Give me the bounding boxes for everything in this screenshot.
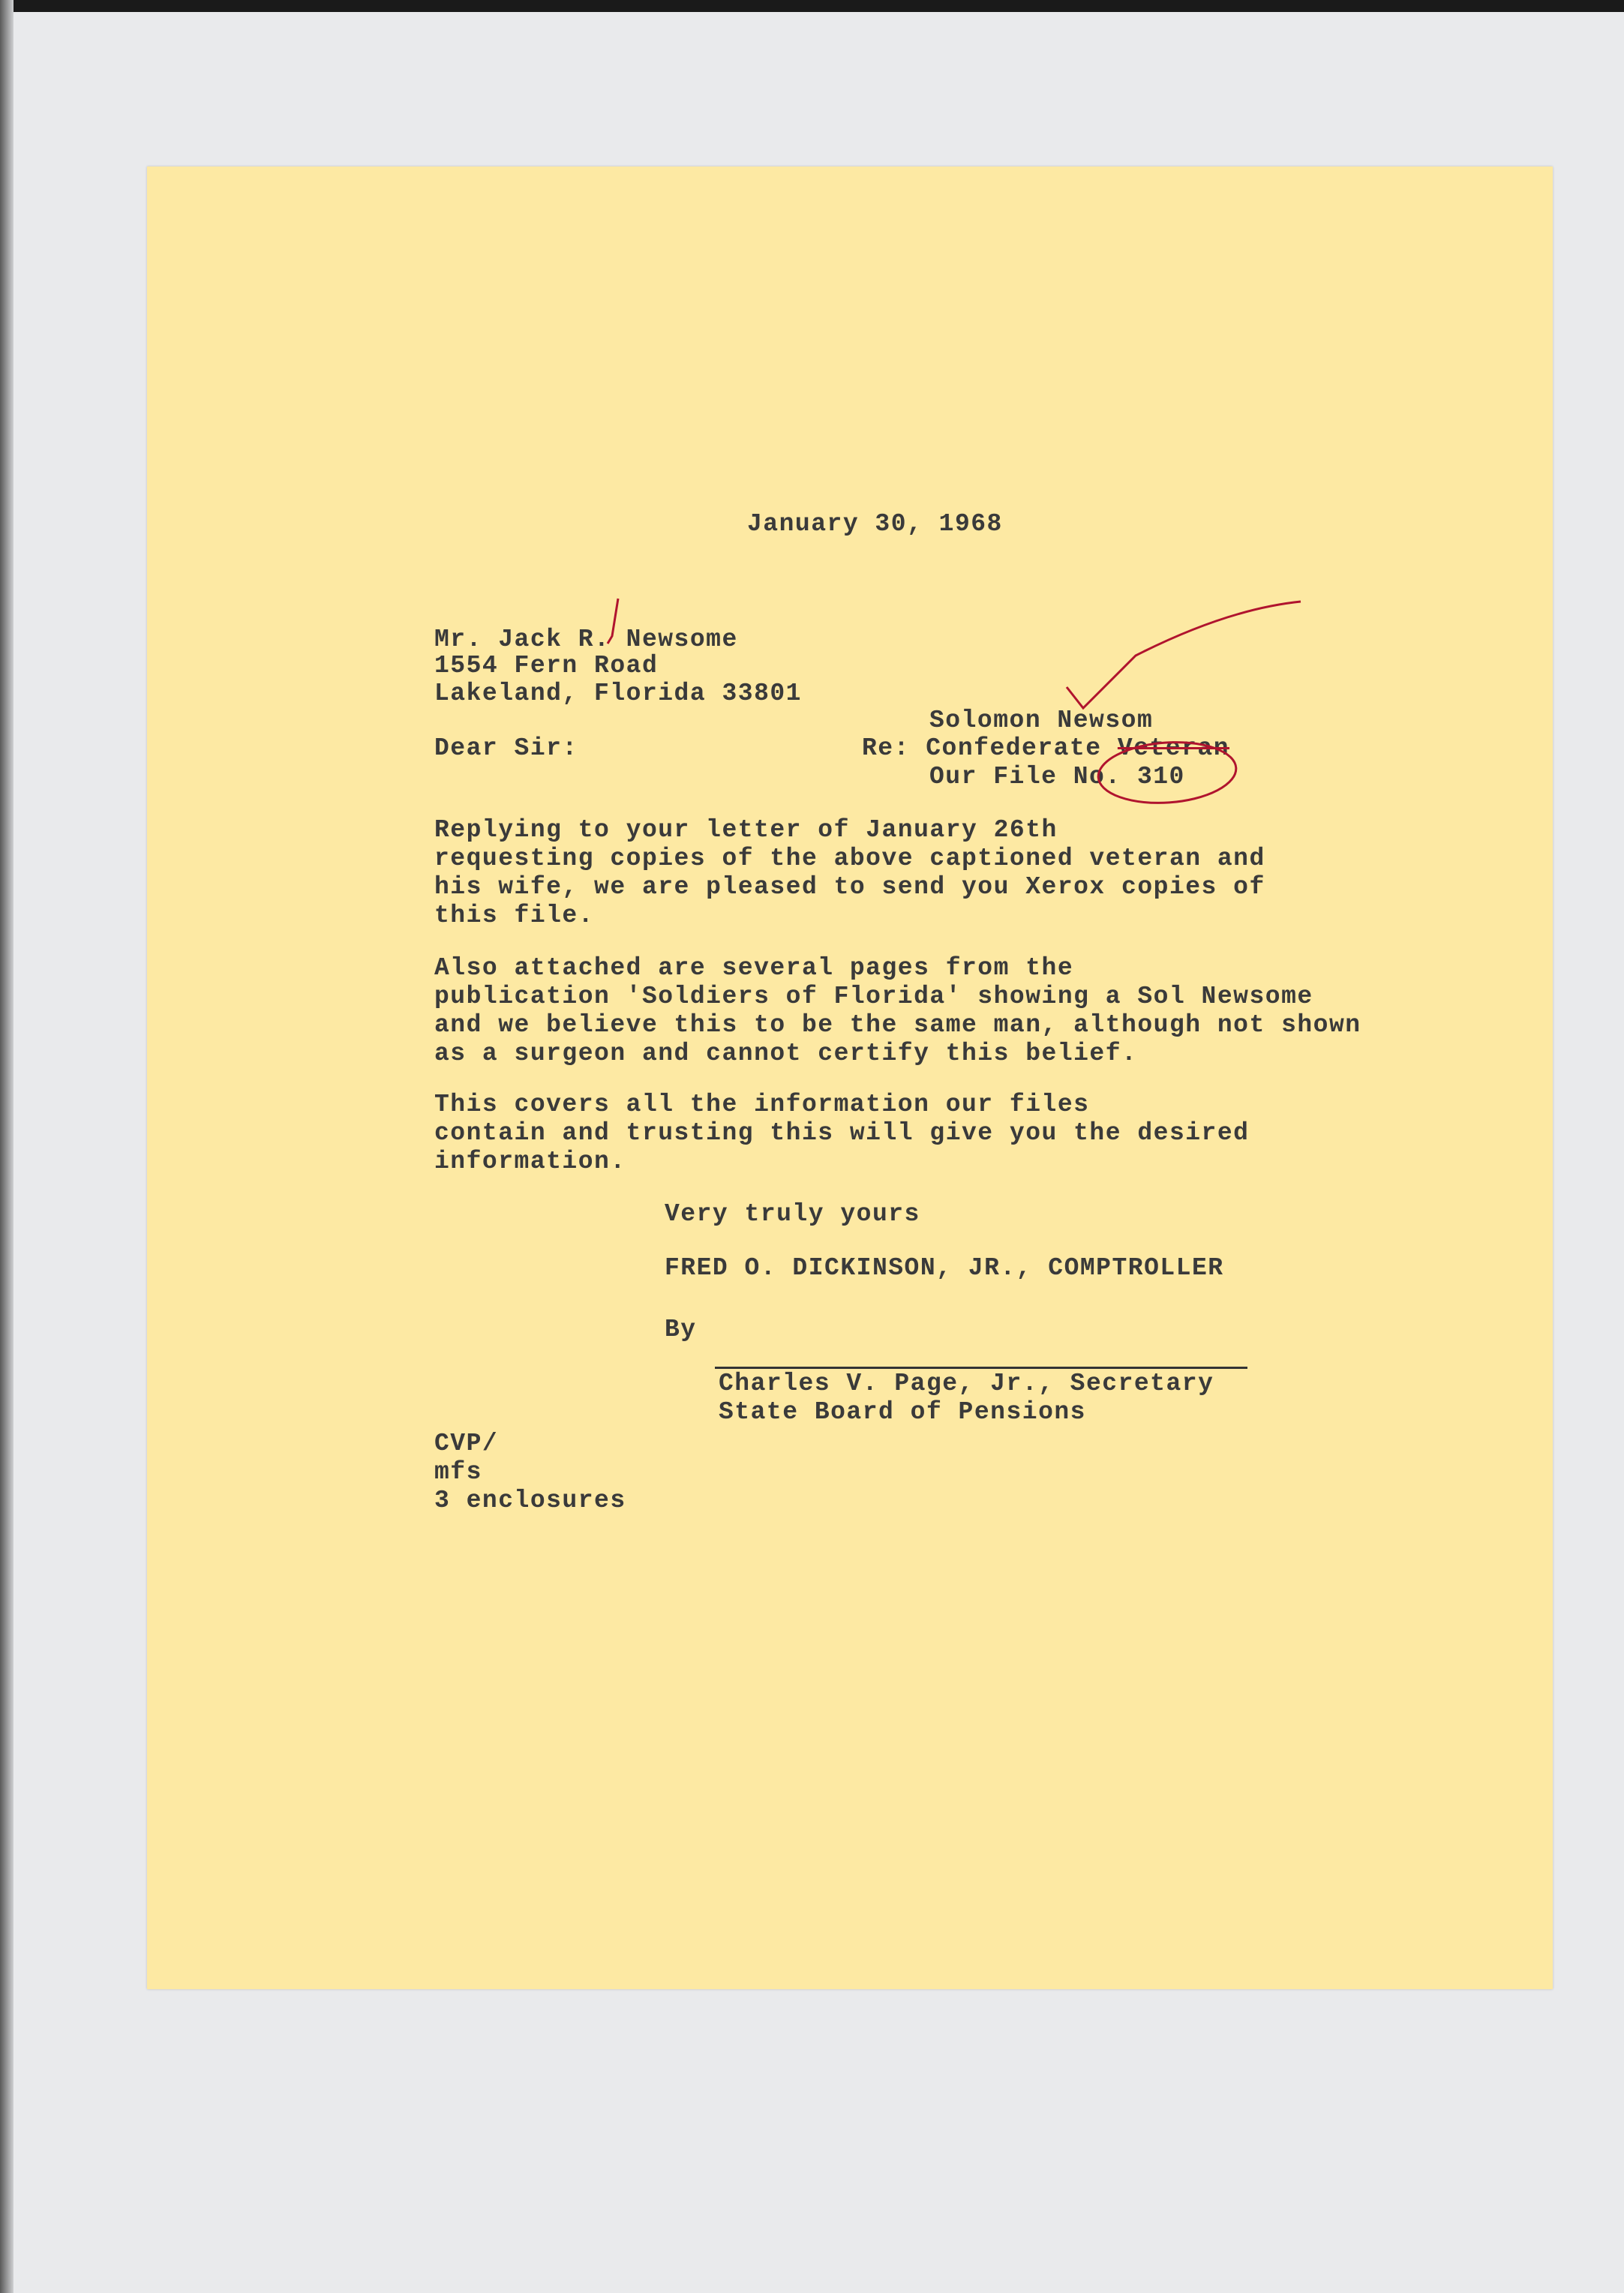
- signer-title: State Board of Pensions: [719, 1398, 1086, 1426]
- initials-line-2: mfs: [434, 1458, 482, 1486]
- scan-top-edge: [0, 0, 1624, 12]
- closing: Very truly yours: [665, 1200, 920, 1228]
- letter-date: January 30, 1968: [747, 510, 1003, 538]
- enclosures: 3 enclosures: [434, 1487, 626, 1514]
- file-label: Our File No.: [929, 763, 1121, 791]
- reference-line: [862, 734, 1229, 763]
- signatory-org: FRED O. DICKINSON, JR., COMPTROLLER: [665, 1254, 1224, 1282]
- initials-line-1: CVP/: [434, 1430, 499, 1457]
- paragraph-1: Replying to your letter of January 26th requesting copies of the above captioned veteran and his wife, we are pleased to send you Xerox copies of this file.: [434, 816, 1265, 929]
- scan-left-edge: [0, 0, 14, 2293]
- file-number-line: [929, 763, 1185, 791]
- paragraph-2: Also attached are several pages from the publication 'Soldiers of Florida' showing a Sol Newsome and we believe this to be the same man, although not shown as a surgeon and cannot certify this belief.: [434, 954, 1361, 1067]
- handwritten-annotations: [147, 167, 1553, 1989]
- paragraph-3: This covers all the information our files contain and trusting this will give you the desired information.: [434, 1091, 1250, 1175]
- recipient-name: Mr. Jack R. Newsome: [434, 626, 738, 653]
- by-label: By: [665, 1316, 697, 1343]
- file-number: 310: [1136, 763, 1185, 791]
- letter-page: [147, 167, 1553, 1989]
- red-check-mark: [1067, 602, 1301, 708]
- signature-line: [715, 1367, 1247, 1369]
- salutation: Dear Sir:: [434, 734, 578, 762]
- signer-name: Charles V. Page, Jr., Secretary: [719, 1370, 1214, 1397]
- re-label: Re:: [862, 734, 910, 762]
- recipient-city: Lakeland, Florida 33801: [434, 680, 802, 707]
- reference-subject: Solomon Newsom: [929, 707, 1154, 734]
- struck-word: Veteran: [1117, 734, 1230, 762]
- recipient-street: 1554 Fern Road: [434, 652, 659, 680]
- re-text: Confederate: [926, 734, 1102, 762]
